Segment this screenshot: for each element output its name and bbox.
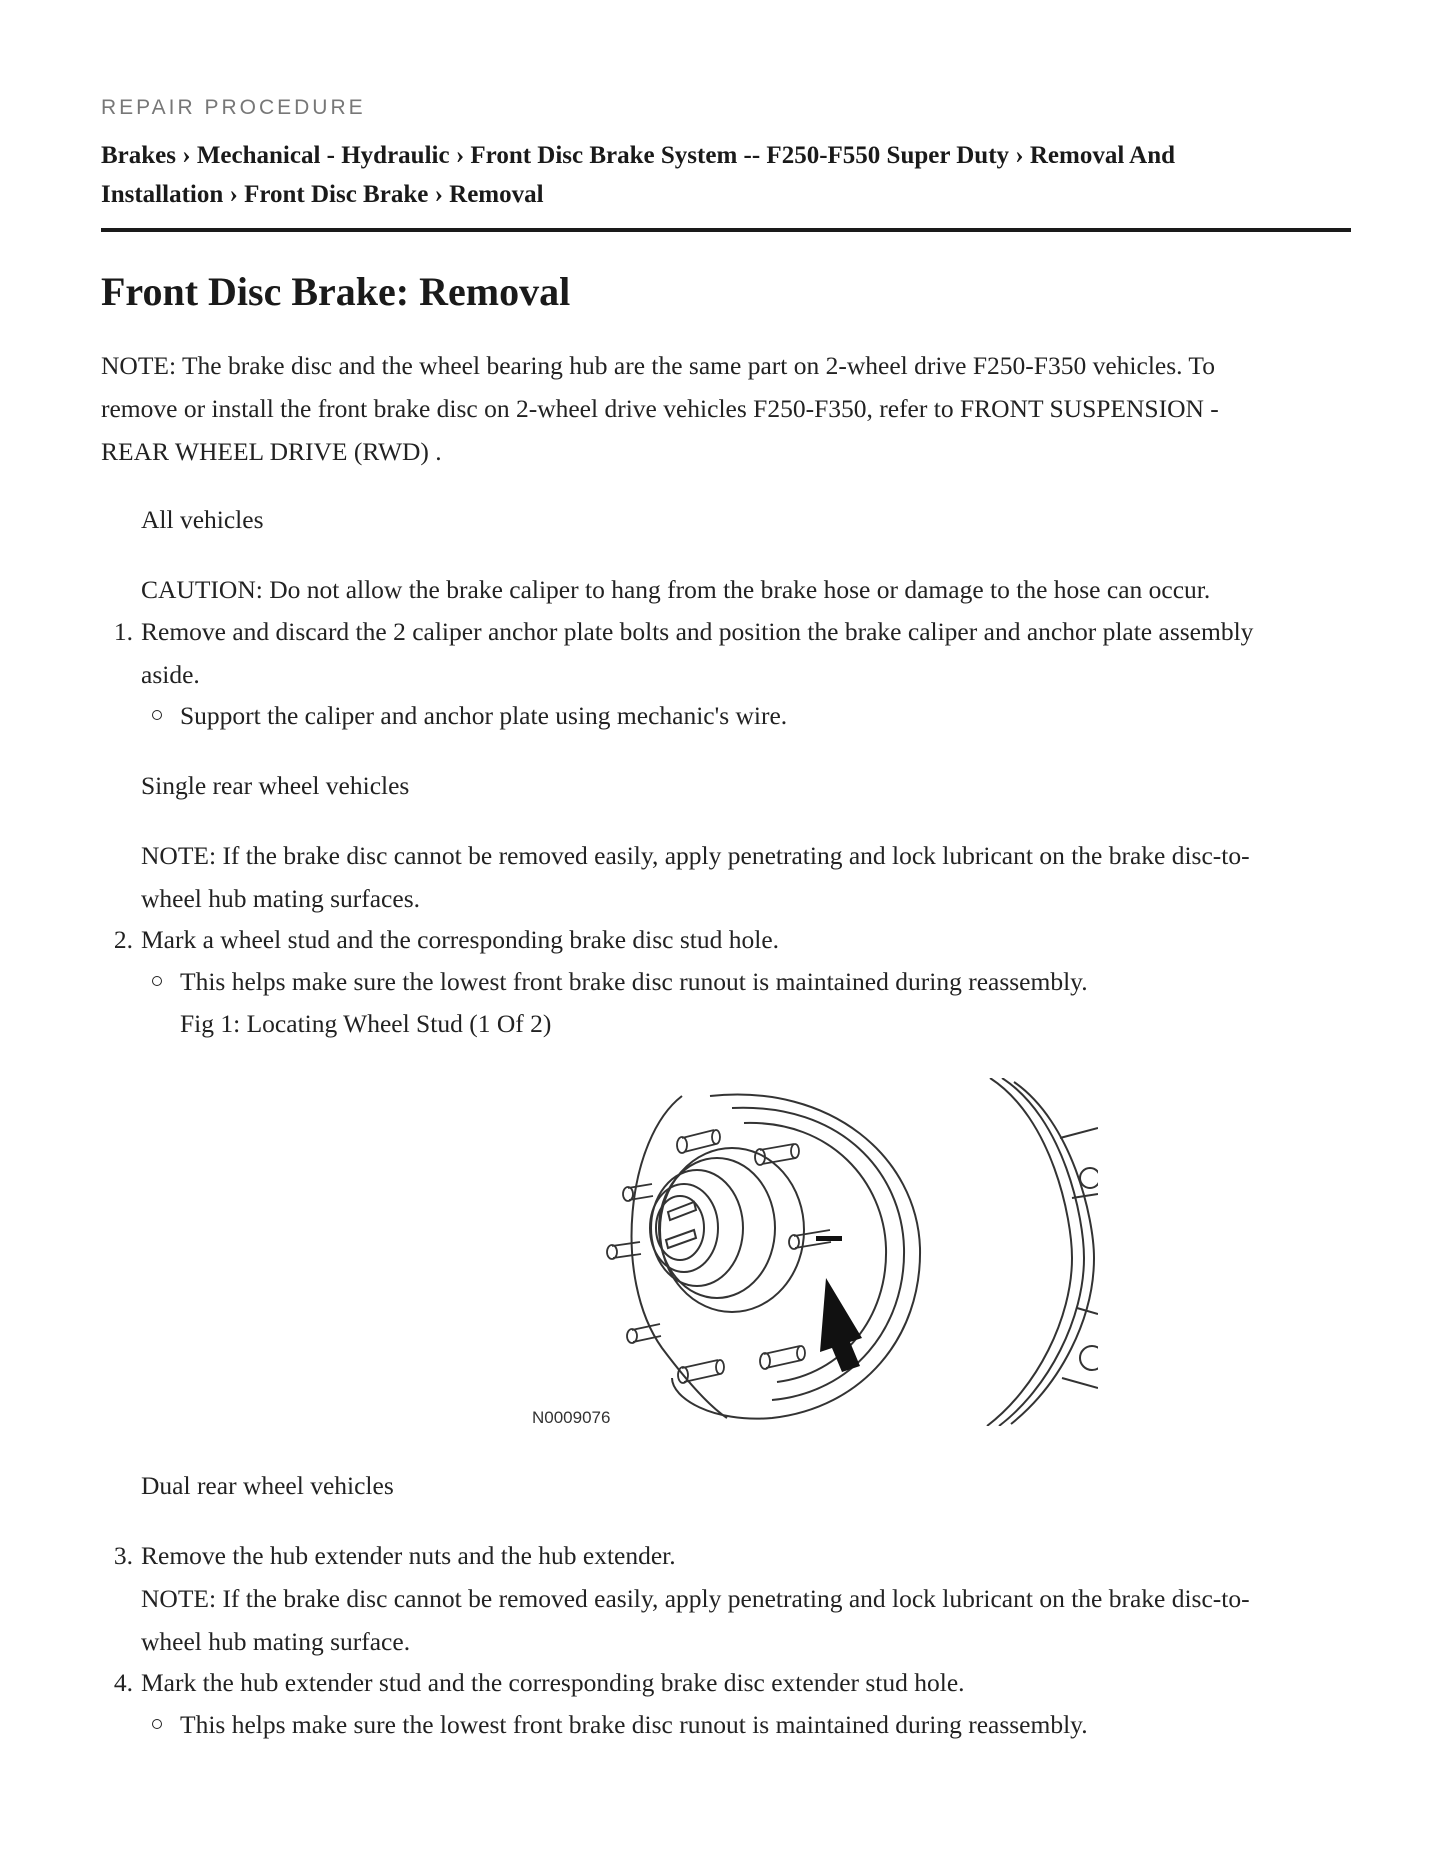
subitem-text: Support the caliper and anchor plate using mechanic's wire. — [180, 701, 788, 730]
section-kicker: REPAIR PROCEDURE — [101, 96, 366, 119]
step-note-line-2: wheel hub mating surface. — [141, 1627, 411, 1656]
step-number: 3. — [113, 1541, 133, 1570]
figure-caption-text: Fig 1: Locating Wheel Stud (1 Of 2) — [180, 1009, 552, 1038]
breadcrumb — [101, 136, 1351, 214]
step-number: 1. — [113, 617, 133, 646]
all-vehicles-heading: All vehicles — [141, 505, 264, 534]
intro-note-line-1: NOTE: The brake disc and the wheel bearing hub are the same part on 2-wheel drive F250-F350 vehicles. To — [101, 351, 1215, 380]
single-rear-heading: Single rear wheel vehicles — [141, 771, 410, 800]
single-rear-note-line-2: wheel hub mating surfaces. — [141, 884, 420, 913]
step-text: Mark the hub extender stud and the corresponding brake disc extender stud hole. — [141, 1668, 965, 1697]
header-divider — [101, 228, 1351, 232]
step-text-line-2: aside. — [141, 660, 200, 689]
circle-bullet-icon — [152, 976, 162, 986]
step-text-line-1: Remove the hub extender nuts and the hub extender. — [141, 1541, 676, 1570]
figure-part-number: N0009076 — [532, 1408, 611, 1426]
caution-note: CAUTION: Do not allow the brake caliper to hang from the brake hose or damage to the hose can occur. — [141, 575, 1211, 604]
single-rear-note-line-1: NOTE: If the brake disc cannot be removed easily, apply penetrating and lock lubricant on the brake disc-to- — [141, 841, 1250, 870]
step-note-line-1: NOTE: If the brake disc cannot be removed easily, apply penetrating and lock lubricant on the brake disc-to- — [141, 1584, 1250, 1613]
page-title: Front Disc Brake: Removal — [101, 269, 571, 314]
step-number: 2. — [113, 925, 133, 954]
subitem-text: This helps make sure the lowest front brake disc runout is maintained during reassembly. — [180, 967, 1088, 996]
single-rear-note — [141, 834, 1351, 920]
intro-note-line-2: remove or install the front brake disc on 2-wheel drive vehicles F250-F350, refer to FRONT SUSPENSION - — [101, 394, 1219, 423]
intro-note-line-3: REAR WHEEL DRIVE (RWD) . — [101, 437, 442, 466]
subitem-text: This helps make sure the lowest front brake disc runout is maintained during reassembly. — [180, 1710, 1088, 1739]
step-text-line-1: Remove and discard the 2 caliper anchor plate bolts and position the brake caliper and anchor plate assembly — [141, 617, 1254, 646]
breadcrumb-line-2: Installation › Front Disc Brake › Removal — [101, 181, 544, 208]
step-text: Mark a wheel stud and the corresponding brake disc stud hole. — [141, 925, 780, 954]
breadcrumb-line-1: Brakes › Mechanical - Hydraulic › Front Disc Brake System -- F250-F550 Super Duty › Removal And — [101, 142, 1175, 169]
dual-rear-heading: Dual rear wheel vehicles — [141, 1471, 394, 1500]
step-number: 4. — [113, 1668, 133, 1697]
circle-bullet-icon — [152, 1719, 162, 1729]
circle-bullet-icon — [152, 710, 162, 720]
step-text — [141, 610, 1351, 696]
brake-disc-illustration — [532, 1078, 1098, 1426]
wheel-stud-figure — [532, 1078, 1098, 1426]
step-text — [141, 1534, 1351, 1663]
intro-note — [101, 344, 1351, 473]
